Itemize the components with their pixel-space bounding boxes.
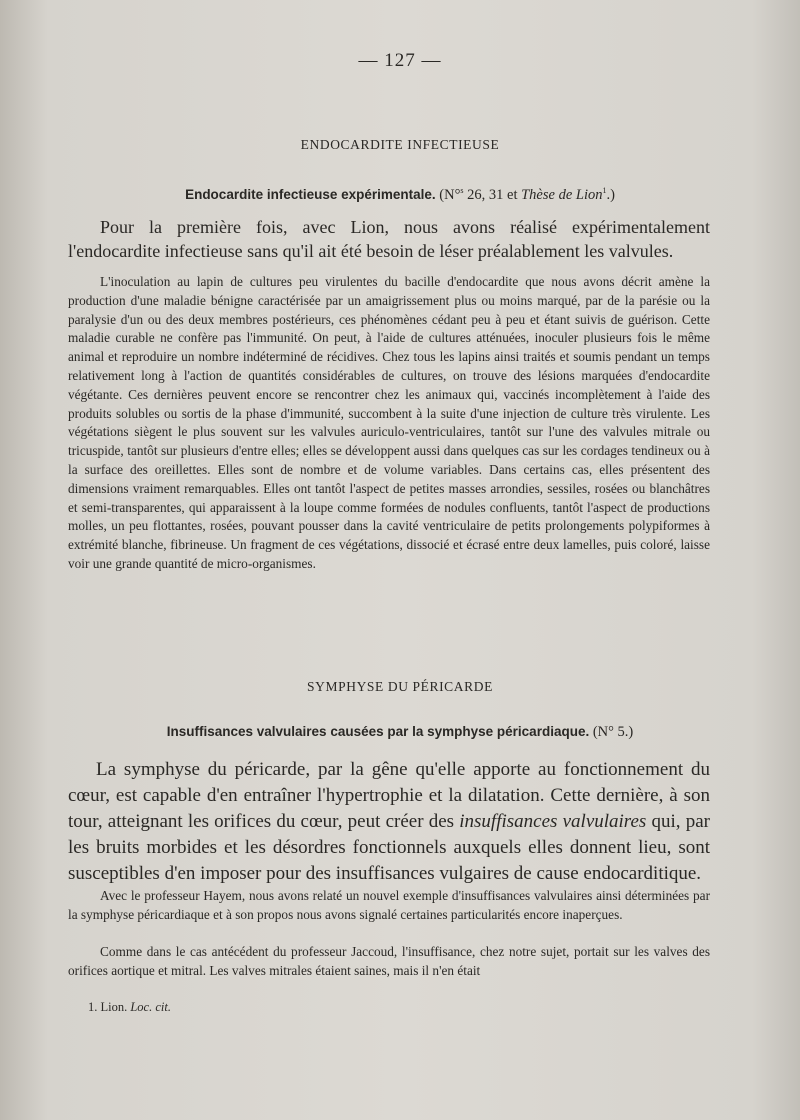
subheading-bold: Endocardite infectieuse expérimentale. — [185, 186, 436, 202]
subheading2-ref: (N° 5.) — [592, 724, 634, 740]
lead-paragraph-1: Pour la première fois, avec Lion, nous avons réalisé expérimentalement l'endocardite infectieuse sans qu'il ait été besoin de léser préalablement les valvules. — [68, 217, 710, 261]
subheading-symphyse — [0, 724, 800, 741]
subheading2-bold: Insuffisances valvulaires causées par la symphyse péricardiaque. — [166, 724, 590, 739]
subheading-endocardite — [0, 186, 800, 204]
footnote-text: Lion. — [100, 1000, 128, 1014]
body-paragraph-2: Avec le professeur Hayem, nous avons relaté un nouvel exemple d'insuffisances valvulaires ainsi déterminées par la symphyse péricardiaque et à son propos nous avons signalé certaines particularités encore inaperçues. — [68, 888, 710, 922]
subheading-italic: Thèse de Lion — [521, 186, 603, 203]
footnote-marker: 1. — [88, 1000, 98, 1014]
body-paragraph-3: Comme dans le cas antécédent du professeur Jaccoud, l'insuffisance, chez notre sujet, portait sur les valves des orifices aortique et mitral. Les valves mitrales étaient saines, mais il n'en était — [68, 944, 710, 978]
body-paragraph-1: L'inoculation au lapin de cultures peu virulentes du bacille d'endocardite que nous avons décrit amène la production d'une maladie bénigne caractérisée par un amaigrissement plus ou moins marqué, par de la parésie ou la paralysie d'un ou des deux membres postérieurs, ces phénomènes cédant peu à peu et étant suivis de guérison. Cette maladie curable ne confère pas l'immunité. On peut, à l'aide de cultures atténuées, inoculer plusieurs fois le même animal et reproduire un nombre indéterminé de récidives. Chez tous les lapins ainsi traités et soumis pendant un temps relativement long à l'action de quantités considérables de cultures, on trouve des lésions marquées d'endocardite végétante. Ces dernières peuvent encore se rencontrer chez les animaux qui, vaccinés incomplètement à l'aide des produits solubles ou sortis de la phase d'immunité, succombent à la suite d'une injection de culture très virulente. Les végétations siègent le plus souvent sur les valvules auriculo-ventriculaires, tantôt sur l'une des valvules mitrale ou tricuspide, tantôt sur plusieurs d'entre elles; elles se développent aussi dans quelques cas sur les cordages tendineux ou à la surface des oreillettes. Elles sont de nombre et de volume variables. Dans certains cas, elles présentent des dimensions vraiment remarquables. Elles ont tantôt l'aspect de petites masses arrondies, sessiles, rosées ou blanchâtres et semi-transparentes, qui apparaissent à la loupe comme formées de nodules confluents, tantôt l'aspect de productions molles, un peu flottantes, rosées, pouvant pousser dans la cavité ventriculaire de petits prolongements polypiformes à extrémité blanche, fibrineuse. Un fragment de ces végétations, dissocié et écrasé entre deux lamelles, puis coloré, laisse voir une grande quantité de micro-organismes. — [68, 274, 710, 571]
section-title-endocardite: ENDOCARDITE INFECTIEUSE — [300, 137, 500, 152]
footnote-italic: Loc. cit. — [130, 1000, 171, 1014]
section-title-symphyse: SYMPHYSE DU PÉRICARDE — [307, 679, 493, 694]
lead-paragraph-2: La symphyse du péricarde, par la gêne qu'elle apporte au fonctionnement du cœur, est capable d'en entraîner l'hypertrophie et la dilatation. Cette dernière, à son tour, atteignant les orifices du cœur, peut créer des insuffisances valvulaires qui, par les bruits morbides et les désordres fonctionnels auxquels elles donnent lieu, sont susceptibles d'en imposer pour des insuffisances vulgaires de cause endocarditique. — [68, 759, 710, 884]
footnote-ref: 1 — [602, 186, 607, 195]
subheading-close: .) — [606, 186, 615, 203]
footnote — [88, 1000, 171, 1015]
page-number: — 127 — — [358, 50, 442, 71]
lead-italic: insuffisances valvulaires — [459, 811, 647, 832]
subheading-ref: (N°$^s$ 26, 31 et — [439, 186, 518, 203]
